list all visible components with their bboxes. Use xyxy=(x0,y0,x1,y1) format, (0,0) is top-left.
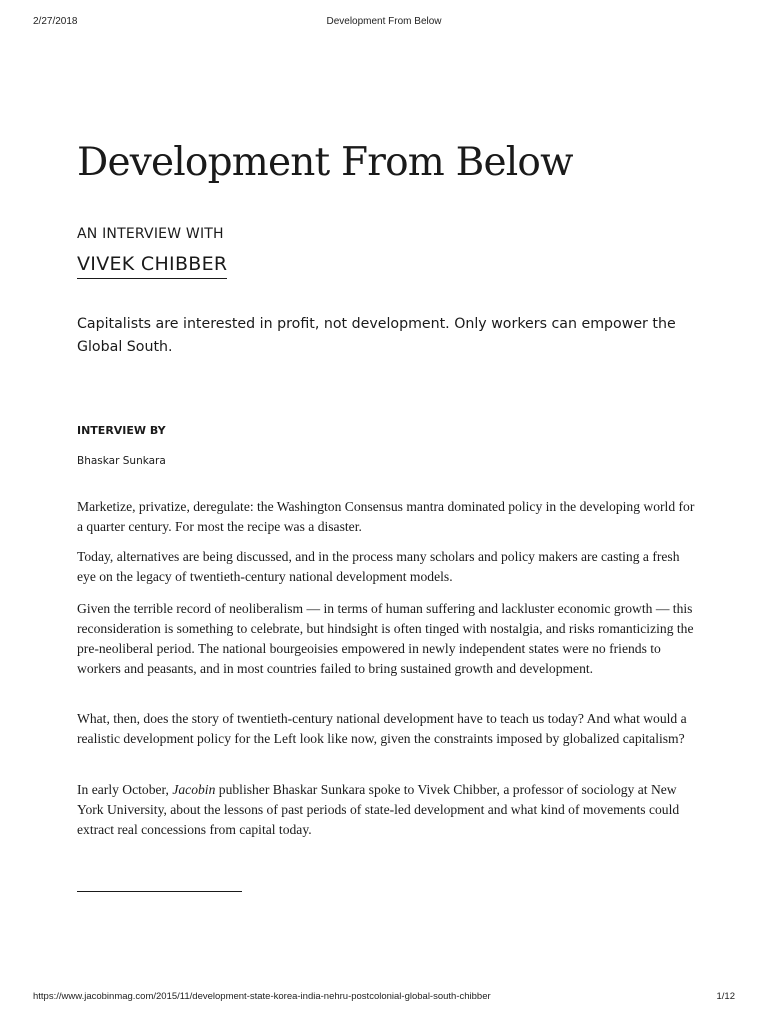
print-header xyxy=(33,16,735,30)
print-page-title: Development From Below xyxy=(326,16,442,27)
publication-name: Jacobin xyxy=(172,782,216,797)
author-link[interactable]: VIVEK CHIBBER xyxy=(77,253,227,279)
paragraph-5 xyxy=(77,780,697,840)
interview-kicker: AN INTERVIEW WITH xyxy=(77,226,224,242)
interviewer-name: Bhaskar Sunkara xyxy=(77,455,166,467)
para5-before: In early October, xyxy=(77,782,173,797)
footnote-divider xyxy=(77,891,242,892)
print-footer xyxy=(33,991,735,1005)
paragraph-4: What, then, does the story of twentieth-century national development have to teach us today? And what would a realistic development policy for the Left look like now, given the constraints imposed by globalized capitalism? xyxy=(77,711,687,746)
print-date: 2/27/2018 xyxy=(33,16,78,27)
source-url: https://www.jacobinmag.com/2015/11/development-state-korea-india-nehru-postcolonial-global-south-chibber xyxy=(33,991,491,1002)
paragraph-3: Given the terrible record of neoliberalism — in terms of human suffering and lackluster economic growth — this reconsideration is something to celebrate, but hindsight is often tinged with nostalgia, and risks romanticizing the pre-neoliberal period. The national bourgeoisies empowered in newly independent states were no friends to workers and peasants, and in most countries failed to bring sustained growth and development. xyxy=(77,601,694,676)
article-dek: Capitalists are interested in profit, not development. Only workers can empower the Global South. xyxy=(77,316,676,355)
paragraph-1: Marketize, privatize, deregulate: the Washington Consensus mantra dominated policy in the developing world for a quarter century. For most the recipe was a disaster. xyxy=(77,499,695,534)
interview-by-label: INTERVIEW BY xyxy=(77,424,166,437)
paragraph-2: Today, alternatives are being discussed, and in the process many scholars and policy makers are casting a fresh eye on the legacy of twentieth-century national development models. xyxy=(77,549,680,584)
page-number: 1/12 xyxy=(716,991,735,1002)
article-title: Development From Below xyxy=(77,140,573,185)
para5-after: publisher Bhaskar Sunkara spoke to Vivek Chibber, a professor of sociology at New York University, about the lessons of past periods of state-led development and what kind of movements could extract real concessions from capital today. xyxy=(77,782,680,837)
